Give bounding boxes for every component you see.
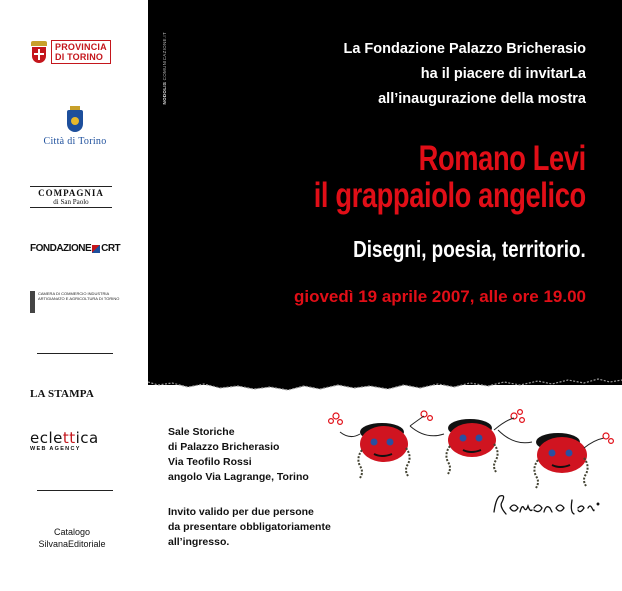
compagnia-label: COMPAGNIA <box>38 188 104 198</box>
romano-levi-signature-icon <box>494 496 599 514</box>
san-paolo-label: di San Paolo <box>53 198 89 206</box>
figure-drawing-icon <box>329 411 433 478</box>
divider <box>37 490 113 491</box>
crt-left-label: FONDAZIONE <box>30 243 92 254</box>
title-line: il grappaiolo angelico <box>313 176 586 215</box>
la-stampa-logo: LA STAMPA <box>30 388 95 400</box>
citta-di-torino-logo <box>30 110 120 147</box>
eclettica-part-b: ica <box>75 429 99 447</box>
note-line: all’ingresso. <box>168 536 230 548</box>
venue-line: di Palazzo Bricherasio <box>168 441 280 453</box>
eclettica-logo <box>30 430 99 452</box>
camera-di-commercio-logo <box>30 291 128 313</box>
torn-edge <box>148 358 622 398</box>
title-line: Romano Levi <box>418 139 586 178</box>
exhibition-title <box>314 140 586 214</box>
venue-line: Via Teofilo Rossi <box>168 456 252 468</box>
citta-label: Città di Torino <box>43 136 107 147</box>
invitation-intro <box>343 37 586 112</box>
intro-line: La Fondazione Palazzo Bricherasio <box>343 41 586 57</box>
sponsor-column <box>0 0 148 591</box>
provincia-di-torino-logo <box>30 40 111 64</box>
compagnia-san-paolo-logo <box>30 186 112 208</box>
eclettica-part-a: ecle <box>30 429 63 447</box>
provincia-crest-icon <box>30 41 48 63</box>
intro-line: ha il piacere di invitarLa <box>420 66 586 82</box>
camera-mark-icon <box>30 291 35 313</box>
eclettica-highlight: tt <box>62 429 76 447</box>
figure-drawing-icon <box>498 430 613 488</box>
crt-mark-icon <box>92 245 100 253</box>
invitation-note <box>168 505 331 550</box>
divider <box>37 353 113 354</box>
intro-line: all’inaugurazione della mostra <box>378 91 586 107</box>
venue-line: Sale Storiche <box>168 426 235 438</box>
credit-label: COMUNICAZIONE.IT <box>162 32 167 81</box>
fondazione-crt-logo <box>30 243 120 254</box>
eclettica-subtitle: WEB AGENCY <box>30 446 81 452</box>
exhibition-subtitle: Disegni, poesia, territorio. <box>353 236 586 262</box>
camera-label: CAMERA DI COMMERCIO INDUSTRIA ARTIGIANATO E AGRICOLTURA DI TORINO <box>38 291 120 301</box>
silvana-editoriale-label: SilvanaEditoriale <box>38 539 106 549</box>
venue-address <box>168 425 309 485</box>
design-credit <box>162 32 167 104</box>
venue-line: angolo Via Lagrange, Torino <box>168 471 309 483</box>
catalogo-credit <box>22 526 122 550</box>
crt-right-label: CRT <box>101 243 121 254</box>
event-date: giovedì 19 aprile 2007, alle ore 19.00 <box>293 287 586 306</box>
note-line: Invito valido per due persone <box>168 506 314 518</box>
note-line: da presentare obbligatoriamente <box>168 521 331 533</box>
catalogo-label: Catalogo <box>53 527 91 537</box>
torino-bull-crest-icon <box>67 110 83 132</box>
provincia-label: PROVINCIA DI TORINO <box>51 40 111 64</box>
romano-levi-drawing <box>322 400 618 535</box>
credit-brand: NODOLIS <box>162 81 167 105</box>
figure-drawing-icon <box>410 410 524 474</box>
